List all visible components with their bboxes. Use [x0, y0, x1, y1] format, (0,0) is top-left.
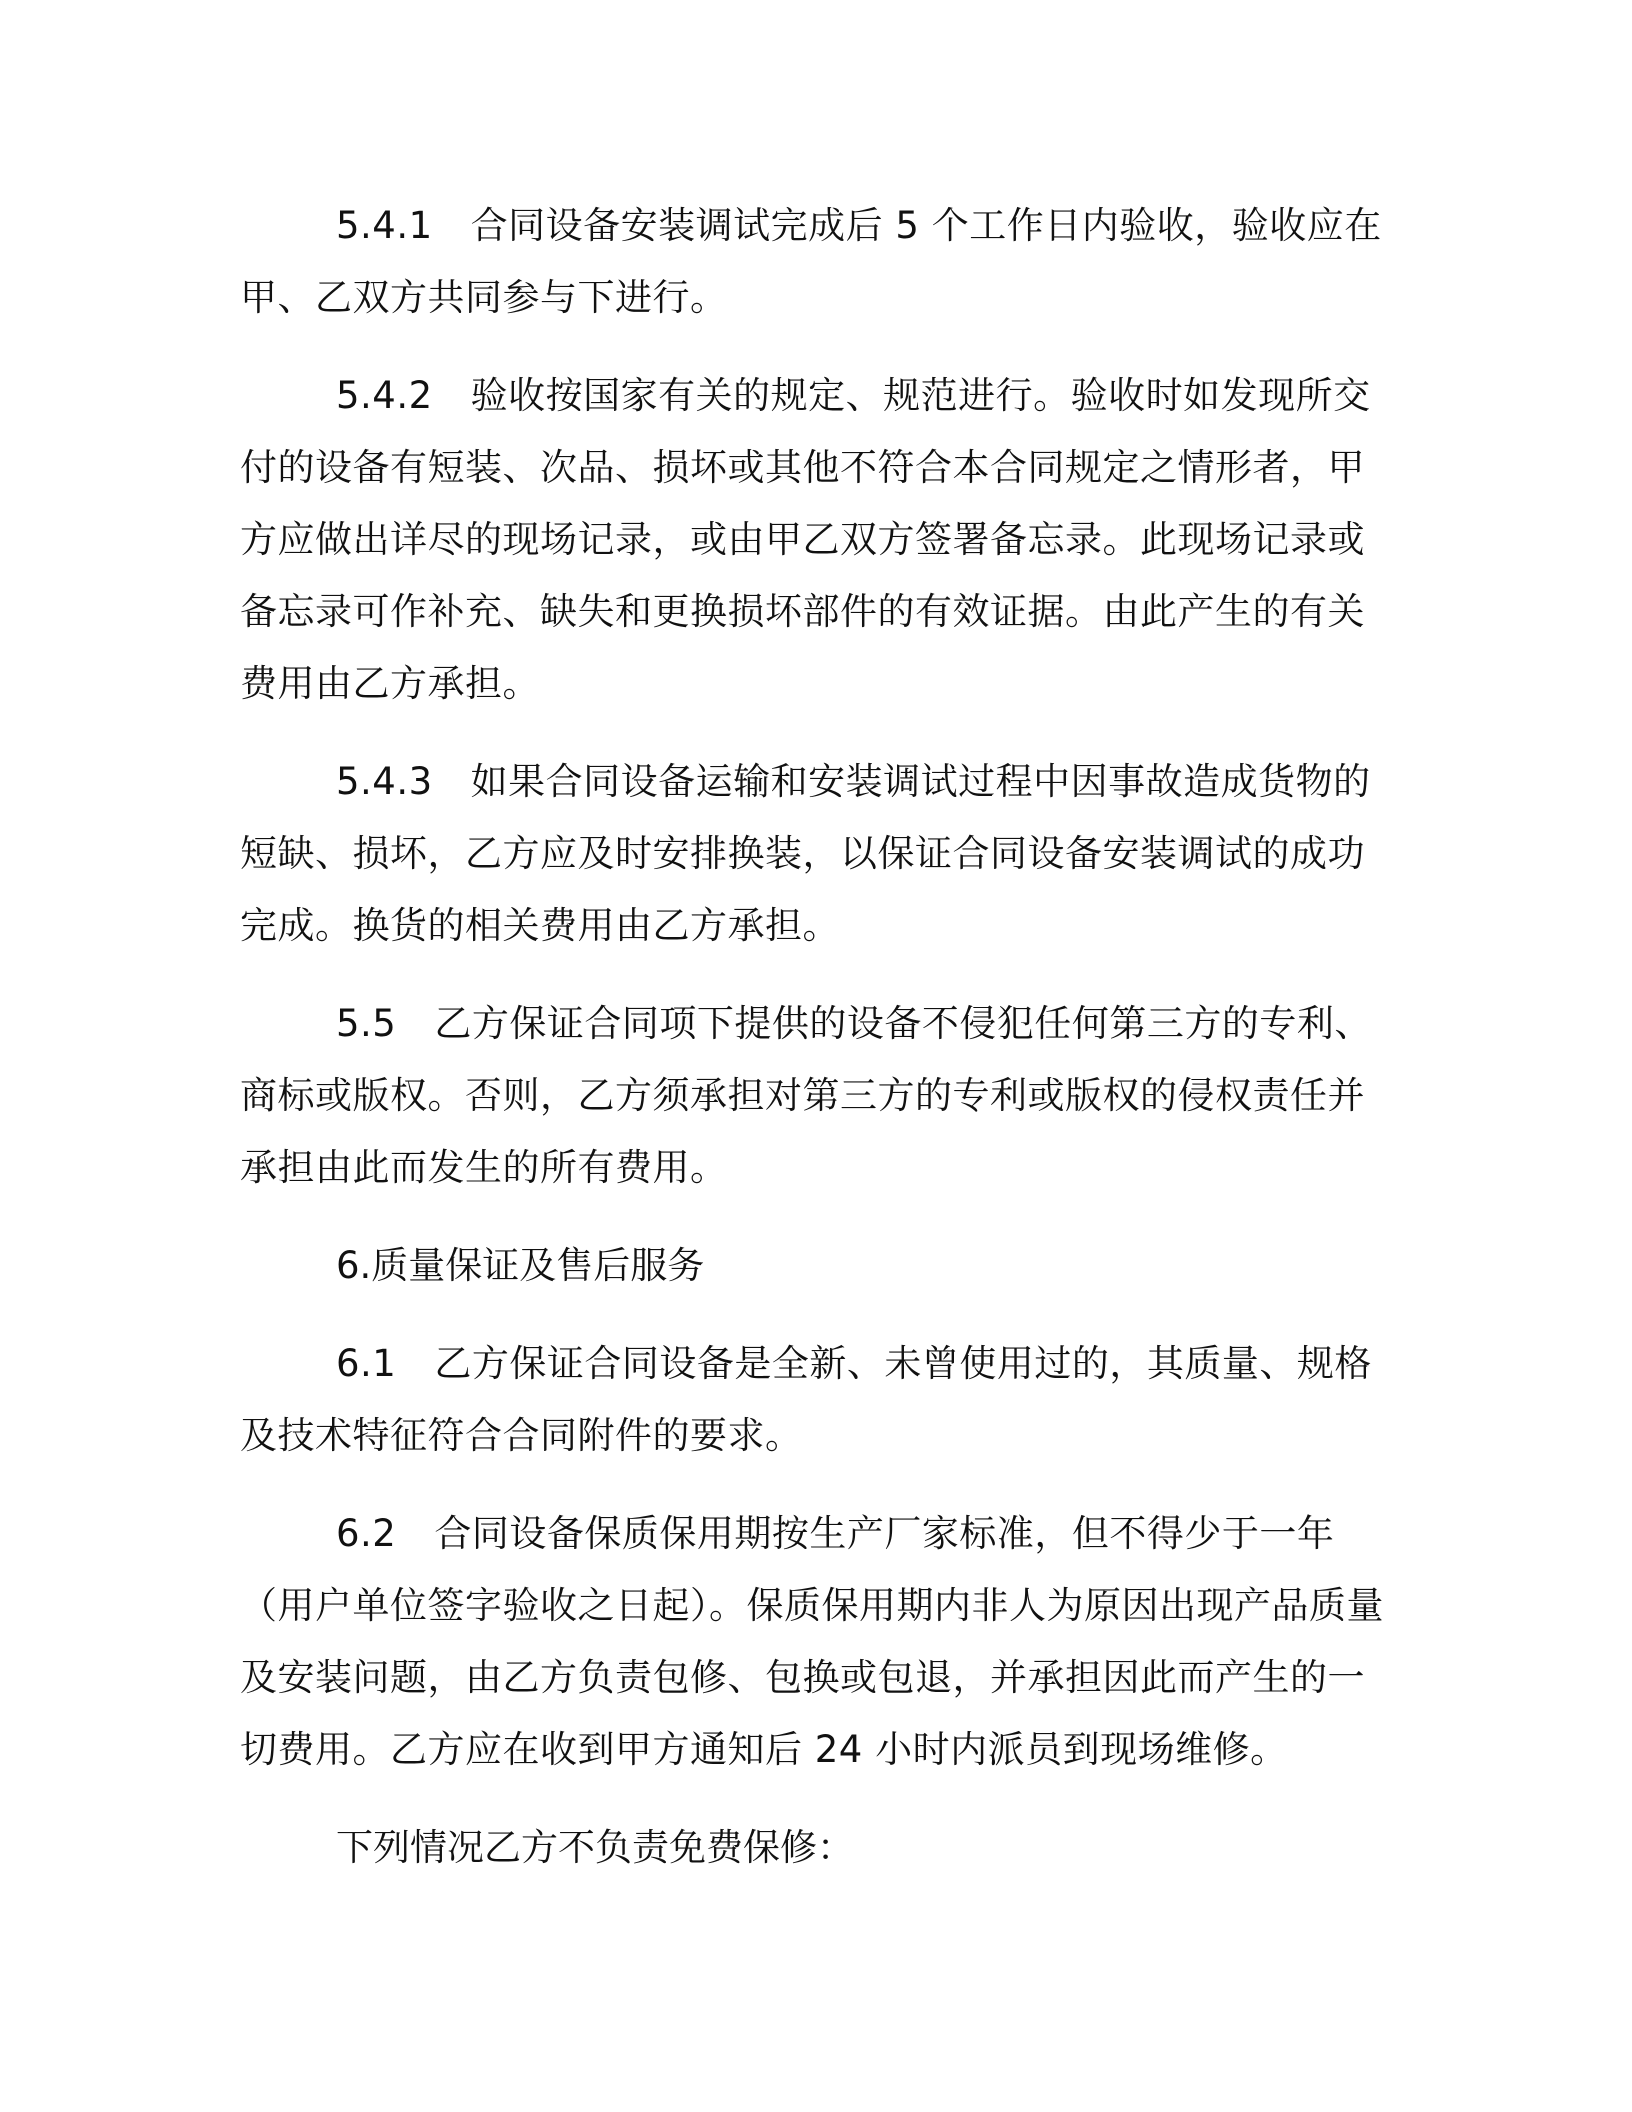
clause-5-4-1 [240, 190, 1390, 334]
clause-number: 5.5 [336, 1002, 397, 1045]
clause-6-1 [240, 1328, 1390, 1472]
clause-number: 5.4.1 [336, 204, 433, 247]
clause-number: 6.2 [336, 1512, 397, 1555]
clause-number: 6.1 [336, 1342, 397, 1385]
closing-line: 下列情况乙方不负责免费保修： [336, 1826, 854, 1869]
clause-text: 乙方保证合同设备是全新、未曾使用过的，其质量、规格及技术特征符合合同附件的要求。 [240, 1342, 1372, 1457]
clause-text: 如果合同设备运输和安装调试过程中因事故造成货物的短缺、损坏，乙方应及时安排换装，以保证合同设备安装调试的成功完成。换货的相关费用由乙方承担。 [240, 760, 1371, 947]
clause-number: 5.4.3 [336, 760, 433, 803]
clause-5-4-2 [240, 360, 1390, 720]
clause-5-5 [240, 988, 1390, 1204]
clause-6-2 [240, 1498, 1390, 1786]
clause-text: 乙方保证合同项下提供的设备不侵犯任何第三方的专利、商标或版权。否则，乙方须承担对第三方的专利或版权的侵权责任并承担由此而发生的所有费用。 [240, 1002, 1372, 1189]
clause-text: 合同设备保质保用期按生产厂家标准，但不得少于一年（用户单位签字验收之日起）。保质保用期内非人为原因出现产品质量及安装问题，由乙方负责包修、包换或包退，并承担因此而产生的一切费用。乙方应在收到甲方通知后 24 小时内派员到现场维修。 [240, 1512, 1384, 1771]
clause-5-4-3 [240, 746, 1390, 962]
clause-text: 合同设备安装调试完成后 5 个工作日内验收，验收应在甲、乙双方共同参与下进行。 [240, 204, 1382, 319]
document-body [240, 190, 1390, 1910]
clause-text: 验收按国家有关的规定、规范进行。验收时如发现所交付的设备有短装、次品、损坏或其他不符合本合同规定之情形者，甲方应做出详尽的现场记录，或由甲乙双方签署备忘录。此现场记录或备忘录可作补充、缺失和更换损坏部件的有效证据。由此产生的有关费用由乙方承担。 [240, 374, 1371, 705]
section-heading: 6.质量保证及售后服务 [336, 1244, 705, 1287]
clause-number: 5.4.2 [336, 374, 433, 417]
